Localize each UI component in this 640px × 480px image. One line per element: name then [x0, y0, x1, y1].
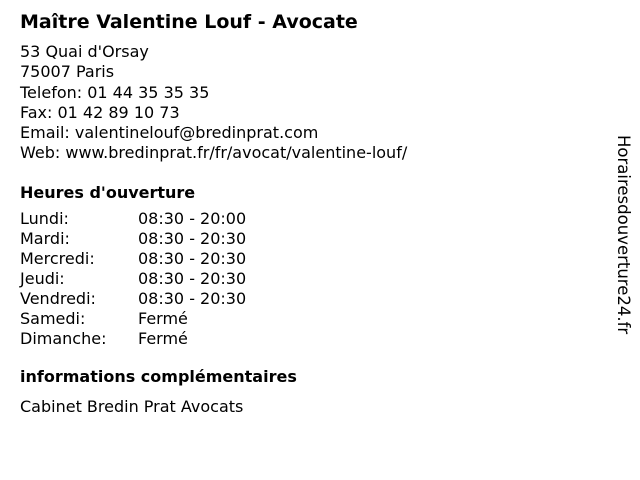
web-line — [20, 143, 600, 163]
time-value: Fermé — [138, 308, 188, 328]
time-value: 08:30 - 20:30 — [138, 248, 247, 268]
day-label: Dimanche: — [20, 328, 107, 348]
hours-row-friday — [20, 289, 600, 309]
web-label: Web: — [20, 143, 66, 163]
phone-line: Telefon: 01 44 35 35 35 — [20, 82, 210, 102]
day-label: Mercredi: — [20, 248, 95, 268]
hours-row-tuesday — [20, 229, 600, 249]
hours-row-thursday — [20, 269, 600, 289]
time-value: 08:30 - 20:30 — [138, 268, 247, 288]
address-city: 75007 Paris — [20, 62, 115, 82]
time-value: Fermé — [138, 328, 188, 348]
hours-table — [20, 209, 600, 349]
day-label: Mardi: — [20, 228, 70, 248]
hours-row-sunday — [20, 329, 600, 349]
address-street: 53 Quai d'Orsay — [20, 42, 149, 61]
email-line — [20, 123, 600, 143]
hours-row-saturday — [20, 309, 600, 329]
business-card — [20, 10, 600, 417]
business-title: Maître Valentine Louf - Avocate — [20, 11, 358, 33]
day-label: Jeudi: — [20, 268, 65, 288]
time-value: 08:30 - 20:00 — [138, 208, 247, 228]
info-text: Cabinet Bredin Prat Avocats — [20, 396, 244, 416]
day-label: Vendredi: — [20, 288, 96, 308]
hours-row-monday — [20, 209, 600, 229]
hours-row-wednesday — [20, 249, 600, 269]
day-label: Lundi: — [20, 208, 69, 228]
hours-heading: Heures d'ouverture — [20, 182, 196, 202]
fax-line: Fax: 01 42 89 10 73 — [20, 102, 180, 122]
web-link[interactable]: www.bredinprat.fr/fr/avocat/valentine-louf/ — [65, 143, 408, 163]
info-heading: informations complémentaires — [20, 366, 297, 386]
site-watermark: Horairesdouverture24.fr — [614, 135, 633, 335]
email-label: Email: — [20, 123, 75, 143]
day-label: Samedi: — [20, 308, 86, 328]
time-value: 08:30 - 20:30 — [138, 228, 247, 248]
email-link[interactable]: valentinelouf@bredinprat.com — [74, 123, 319, 143]
time-value: 08:30 - 20:30 — [138, 288, 247, 308]
